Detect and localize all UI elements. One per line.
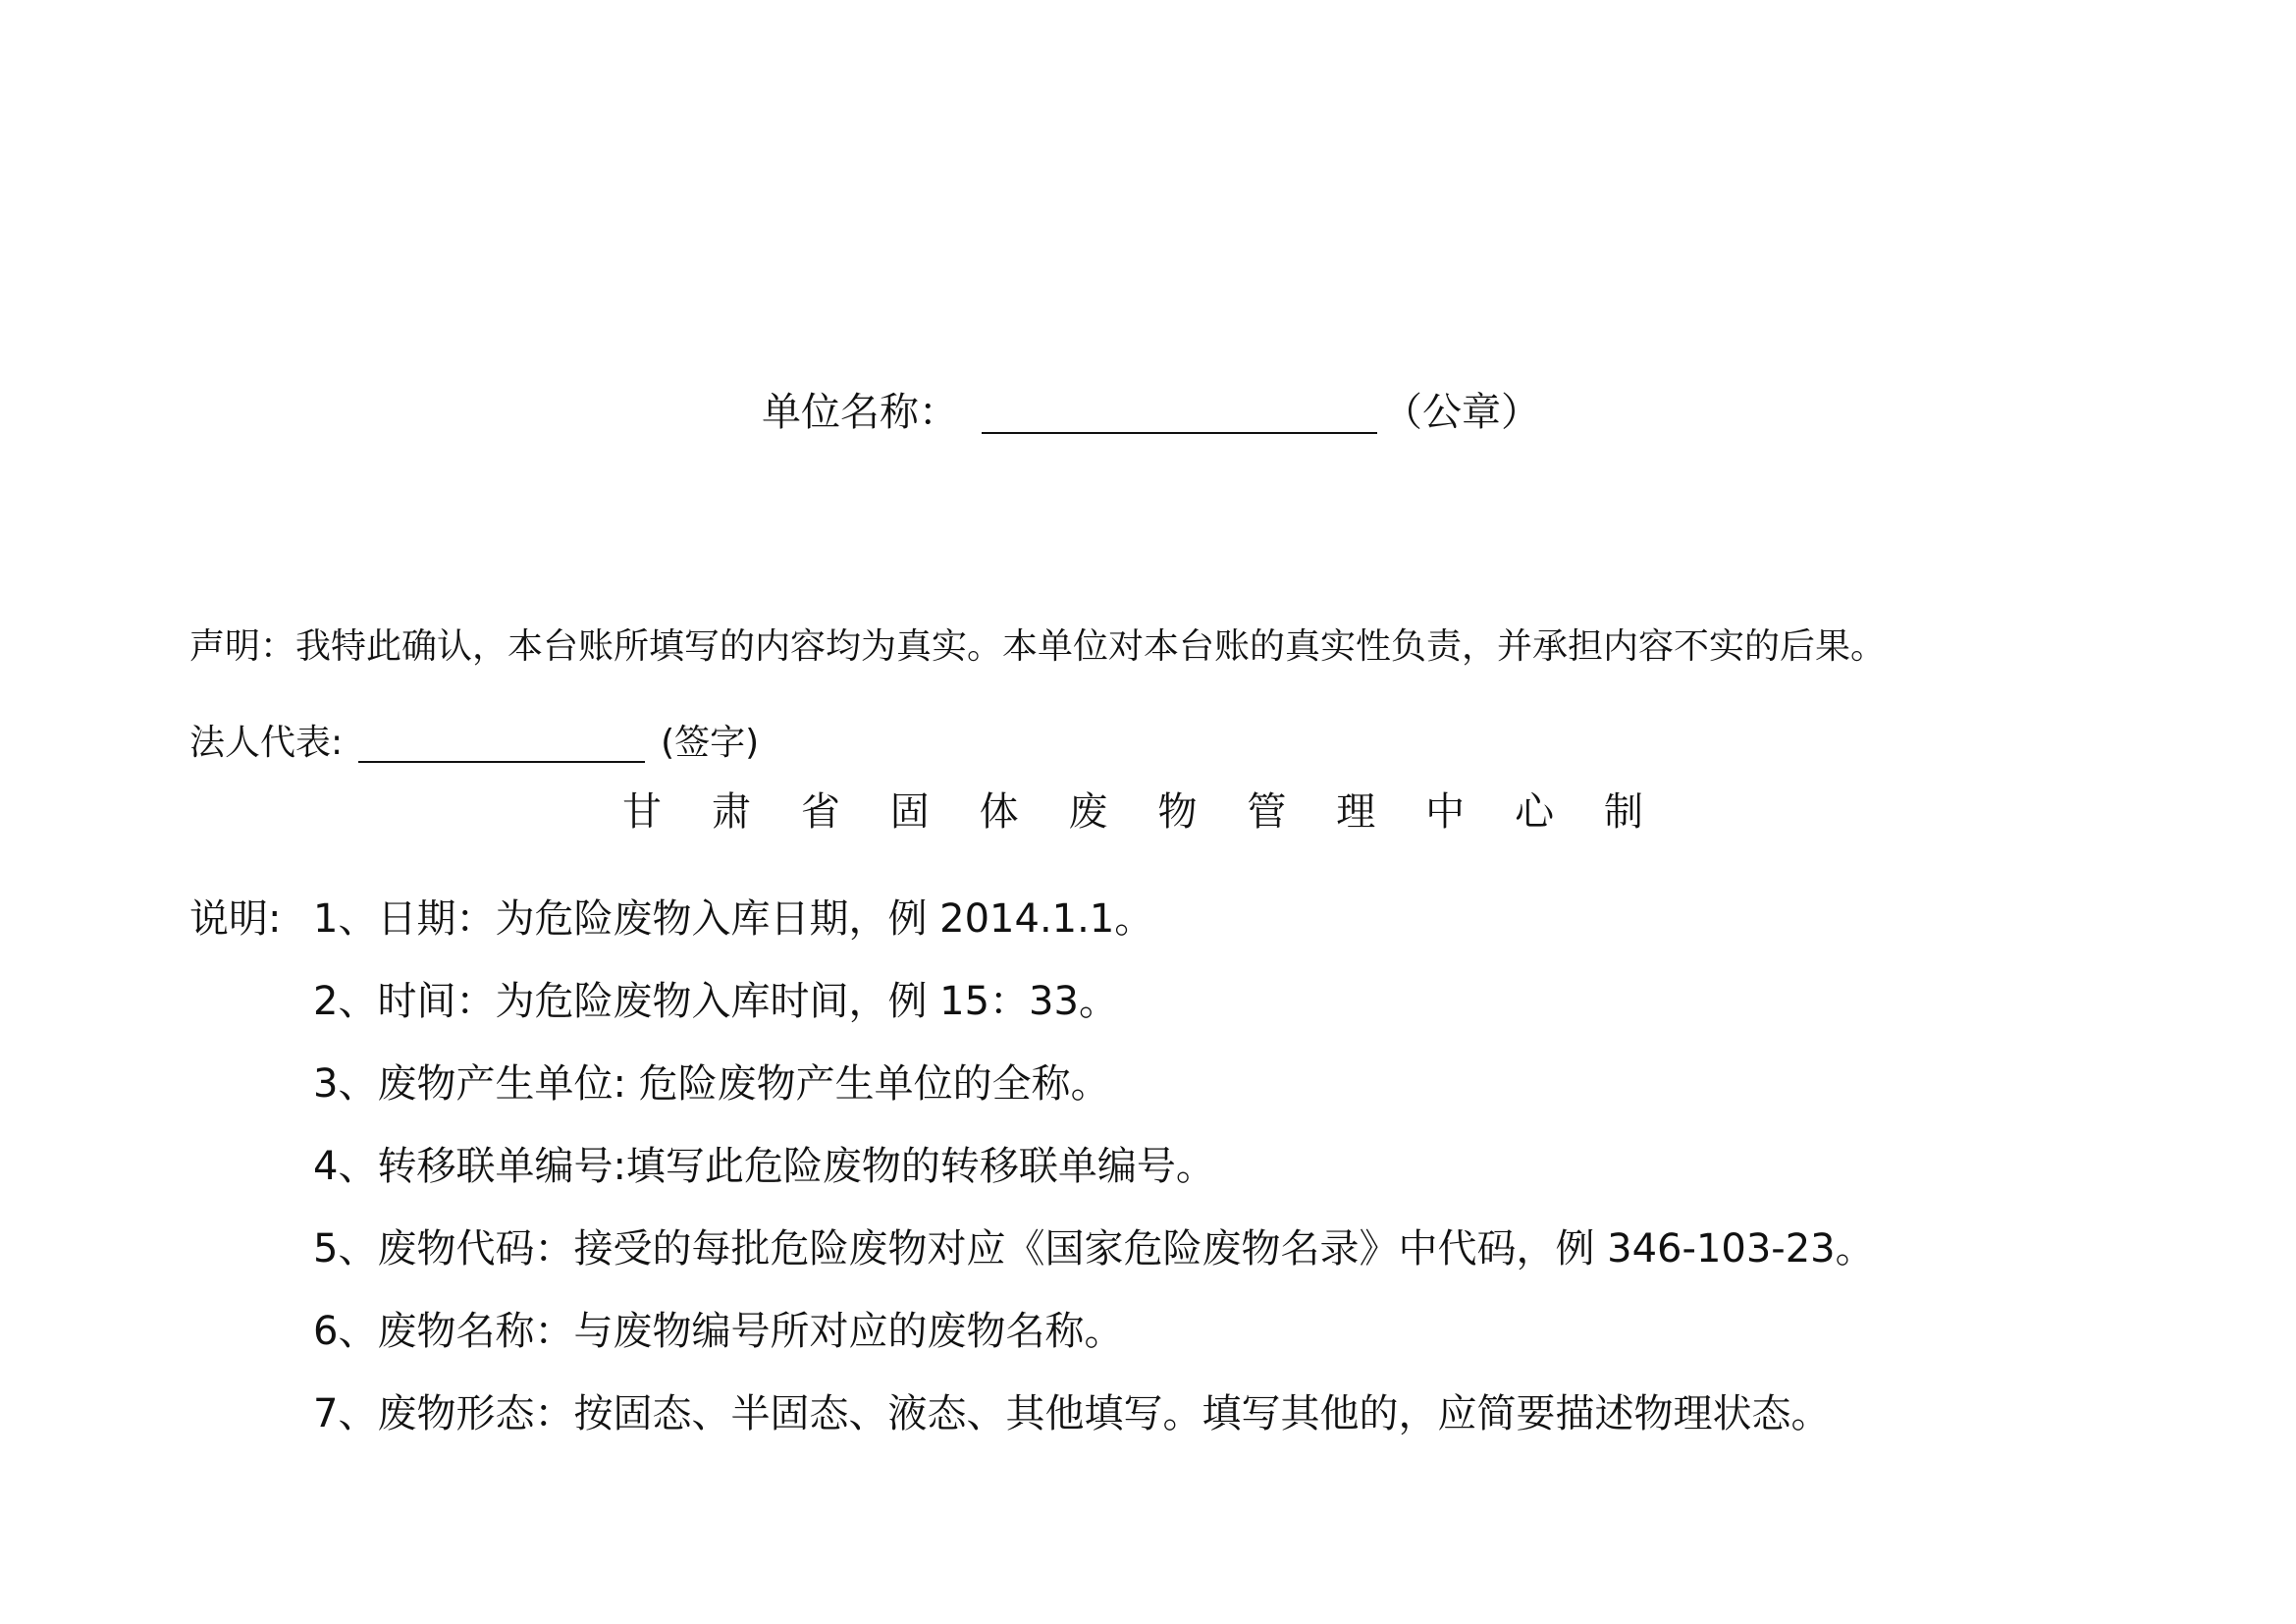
legal-representative-line — [189, 715, 759, 765]
center-char: 制 — [1603, 789, 1643, 835]
center-char: 管 — [1247, 789, 1287, 835]
instruction-item: 2、时间：为危险废物入库时间，例 15：33。 — [313, 978, 1118, 1024]
instruction-item: 4、转移联单编号:填写此危险废物的转移联单编号。 — [313, 1143, 1215, 1189]
instruction-row — [189, 874, 1875, 956]
instruction-row — [189, 1369, 1875, 1451]
instructions-intro: 说明: — [189, 895, 282, 942]
center-char: 物 — [1157, 789, 1198, 835]
unit-name-label: 单位名称： — [762, 389, 958, 435]
center-char: 心 — [1515, 789, 1555, 835]
unit-name-blank[interactable] — [982, 383, 1377, 434]
instruction-row — [189, 1204, 1875, 1286]
seal-label: （公章） — [1383, 389, 1540, 435]
instruction-row — [189, 956, 1875, 1039]
management-center-line — [622, 781, 1643, 837]
instruction-item: 7、废物形态：按固态、半固态、液态、其他填写。填写其他的，应简要描述物理状态。 — [313, 1390, 1831, 1436]
instruction-row — [189, 1121, 1875, 1204]
instruction-item: 3、废物产生单位: 危险废物产生单位的全称。 — [313, 1060, 1110, 1107]
unit-name-line — [762, 379, 1540, 438]
center-char: 中 — [1425, 789, 1466, 835]
declaration-text: 声明：我特此确认，本台账所填写的内容均为真实。本单位对本台账的真实性负责，并承担内容不实的后果。 — [189, 626, 1887, 667]
instruction-row — [189, 1039, 1875, 1121]
legal-representative-blank[interactable] — [358, 718, 645, 763]
signature-label: (签字) — [661, 723, 760, 763]
center-char: 废 — [1068, 789, 1108, 835]
instruction-item: 1、日期：为危险废物入库日期，例 2014.1.1。 — [313, 895, 1154, 942]
instruction-item: 5、废物代码：接受的每批危险废物对应《国家危险废物名录》中代码，例 346-103-23。 — [313, 1225, 1875, 1272]
instruction-item: 6、废物名称：与废物编号所对应的废物名称。 — [313, 1308, 1124, 1354]
center-char: 省 — [800, 789, 840, 835]
instruction-row — [189, 1286, 1875, 1369]
center-char: 甘 — [622, 789, 662, 835]
center-char: 固 — [889, 789, 930, 835]
center-char: 理 — [1336, 789, 1376, 835]
center-char: 体 — [979, 789, 1019, 835]
instructions-list — [189, 874, 1875, 1451]
center-char: 肃 — [711, 789, 751, 835]
legal-representative-label: 法人代表: — [189, 723, 344, 763]
